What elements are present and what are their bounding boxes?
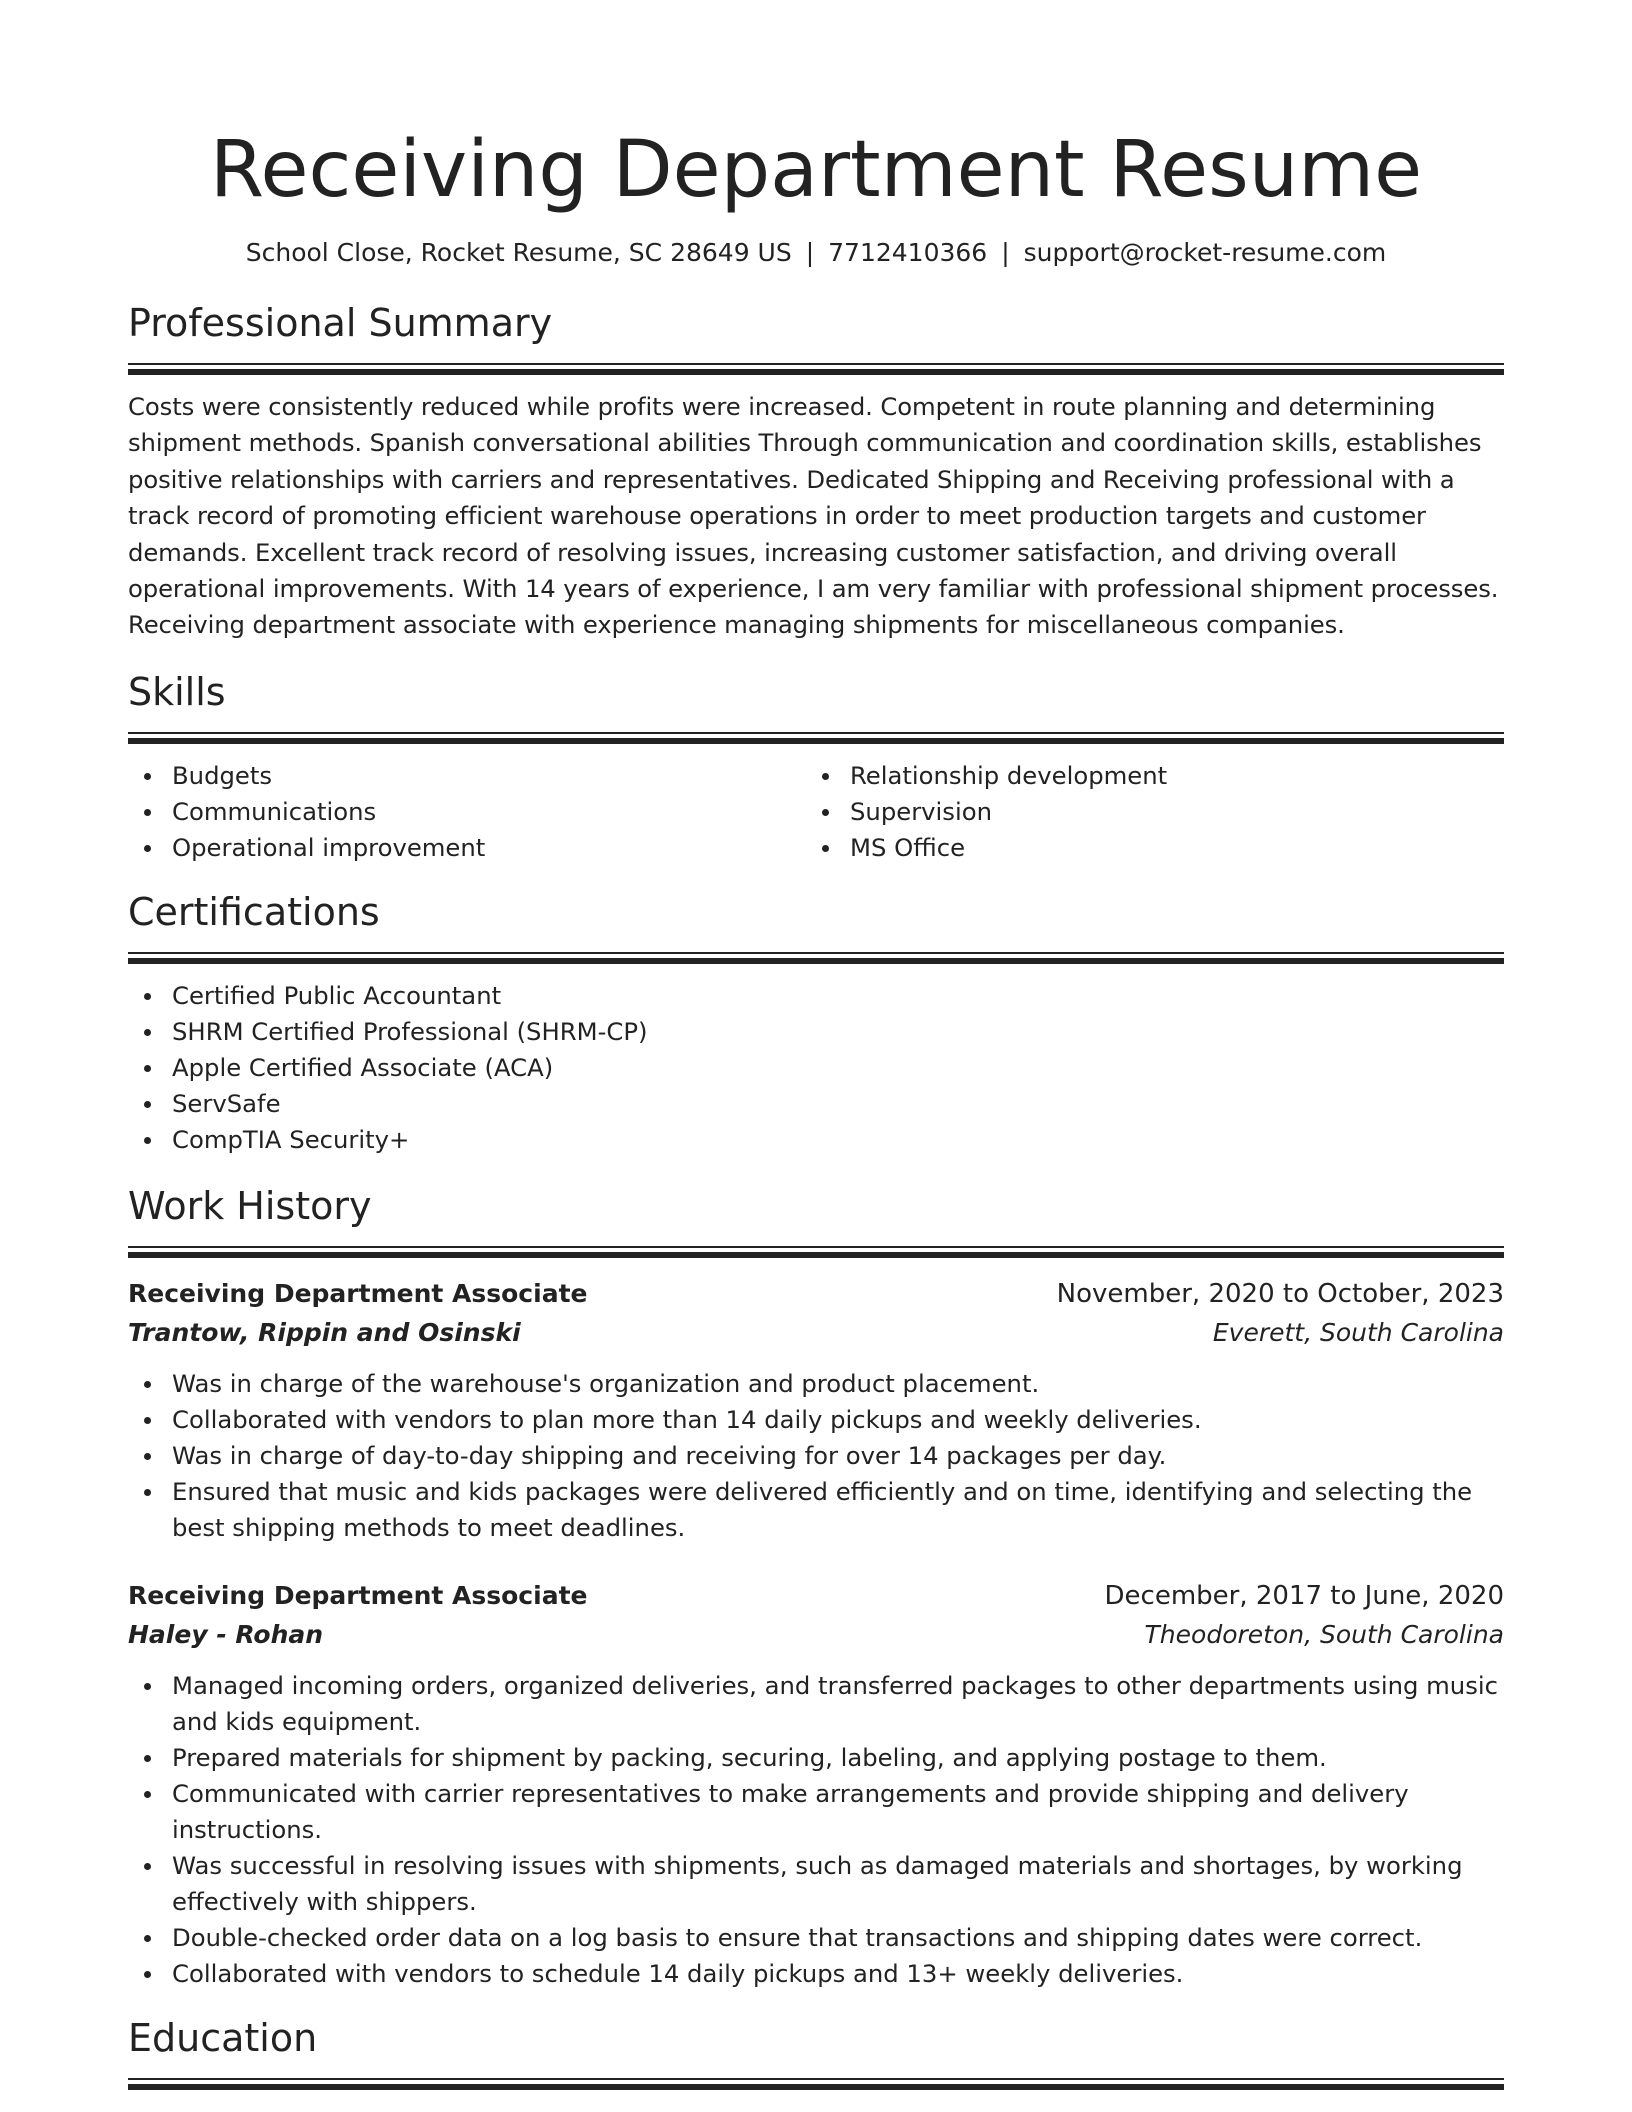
- skills-section: [128, 668, 1504, 866]
- contact-address: School Close, Rocket Resume, SC 28649 US: [245, 238, 792, 267]
- skills-list-right: [806, 758, 1484, 866]
- summary-section: [128, 299, 1504, 644]
- certifications-list: [128, 978, 1504, 1158]
- job-entry: [128, 1576, 1504, 1992]
- certification-item: Certified Public Accountant: [128, 978, 1504, 1014]
- section-divider: [128, 952, 1504, 954]
- section-heading-skills: Skills: [128, 669, 226, 714]
- section-heading-certifications: Certifications: [128, 889, 380, 934]
- skill-item: Budgets: [128, 758, 806, 794]
- skill-item: Relationship development: [806, 758, 1484, 794]
- skill-item: Supervision: [806, 794, 1484, 830]
- job-duty-item: Collaborated with vendors to schedule 14 daily pickups and 13+ weekly deliveries.: [128, 1956, 1504, 1992]
- certification-item: CompTIA Security+: [128, 1122, 1504, 1158]
- job-duty-item: Double-checked order data on a log basis to ensure that transactions and shipping dates were correct.: [128, 1920, 1504, 1956]
- certifications-section: [128, 888, 1504, 1158]
- job-duty-item: Collaborated with vendors to plan more than 14 daily pickups and weekly deliveries.: [128, 1402, 1504, 1438]
- resume-title: Receiving Department Resume: [209, 125, 1423, 215]
- section-divider: [128, 732, 1504, 734]
- job-entry: [128, 1274, 1504, 1546]
- job-dates: November, 2020 to October, 2023: [1056, 1278, 1504, 1309]
- certification-item: ServSafe: [128, 1086, 1504, 1122]
- section-heading-summary: Professional Summary: [128, 301, 553, 345]
- job-location: Theodoreton, South Carolina: [1144, 1619, 1504, 1649]
- job-header: [128, 1576, 1504, 1616]
- skills-list-left: [128, 758, 806, 866]
- job-dates: December, 2017 to June, 2020: [1104, 1580, 1504, 1611]
- section-divider: [128, 738, 1504, 744]
- job-title: Receiving Department Associate: [128, 1580, 588, 1610]
- resume-page: [128, 0, 1504, 2090]
- section-divider: [128, 1252, 1504, 1258]
- section-divider: [128, 1246, 1504, 1248]
- contact-separator: |: [1001, 238, 1010, 267]
- section-divider: [128, 369, 1504, 375]
- job-duty-item: Was successful in resolving issues with shipments, such as damaged materials and shortages, by working effectively with shippers.: [128, 1848, 1504, 1920]
- job-duty-item: Managed incoming orders, organized deliveries, and transferred packages to other departments using music and kids equipment.: [128, 1668, 1504, 1740]
- job-company: Trantow, Rippin and Osinski: [128, 1317, 521, 1347]
- education-section: [128, 2014, 1504, 2090]
- job-location: Everett, South Carolina: [1212, 1317, 1504, 1347]
- job-duty-item: Ensured that music and kids packages were delivered efficiently and on time, identifying and selecting the best shipping methods to meet deadlines.: [128, 1474, 1504, 1546]
- skill-item: Communications: [128, 794, 806, 830]
- work-history-section: [128, 1182, 1504, 1992]
- contact-email: support@rocket-resume.com: [1023, 238, 1387, 267]
- section-heading-education: Education: [128, 2015, 318, 2060]
- skill-item: Operational improvement: [128, 830, 806, 866]
- job-title: Receiving Department Associate: [128, 1278, 588, 1308]
- skill-item: MS Office: [806, 830, 1484, 866]
- job-header: [128, 1274, 1504, 1314]
- job-duty-item: Was in charge of day-to-day shipping and receiving for over 14 packages per day.: [128, 1438, 1504, 1474]
- job-duty-item: Was in charge of the warehouse's organization and product placement.: [128, 1366, 1504, 1402]
- section-heading-work-history: Work History: [128, 1183, 372, 1228]
- job-duty-item: Communicated with carrier representatives to make arrangements and provide shipping and delivery instructions.: [128, 1776, 1504, 1848]
- job-duties-list: [128, 1366, 1504, 1546]
- contact-phone: 7712410366: [828, 238, 988, 267]
- job-duty-item: Prepared materials for shipment by packing, securing, labeling, and applying postage to them.: [128, 1740, 1504, 1776]
- job-subheader: [128, 1616, 1504, 1654]
- section-divider: [128, 2084, 1504, 2090]
- skills-grid: [128, 758, 1504, 866]
- summary-text: Costs were consistently reduced while profits were increased. Competent in route planning and determining shipment methods. Spanish conversational abilities Through communication and coordination skills, establishes positive relationships with carriers and representatives. Dedicated Shipping and Receiving professional with a track record of promoting efficient warehouse operations in order to meet production targets and customer demands. Excellent track record of resolving issues, increasing customer satisfaction, and driving overall operational improvements. With 14 years of experience, I am very familiar with professional shipment processes. Receiving department associate with experience managing shipments for miscellaneous companies.: [128, 392, 1499, 640]
- contact-separator: |: [805, 238, 815, 267]
- certification-item: Apple Certified Associate (ACA): [128, 1050, 1504, 1086]
- contact-line: [128, 236, 1504, 270]
- section-divider: [128, 958, 1504, 964]
- job-duties-list: [128, 1668, 1504, 1992]
- section-divider: [128, 363, 1504, 365]
- job-company: Haley - Rohan: [128, 1619, 324, 1649]
- job-subheader: [128, 1314, 1504, 1352]
- certification-item: SHRM Certified Professional (SHRM-CP): [128, 1014, 1504, 1050]
- section-divider: [128, 2078, 1504, 2080]
